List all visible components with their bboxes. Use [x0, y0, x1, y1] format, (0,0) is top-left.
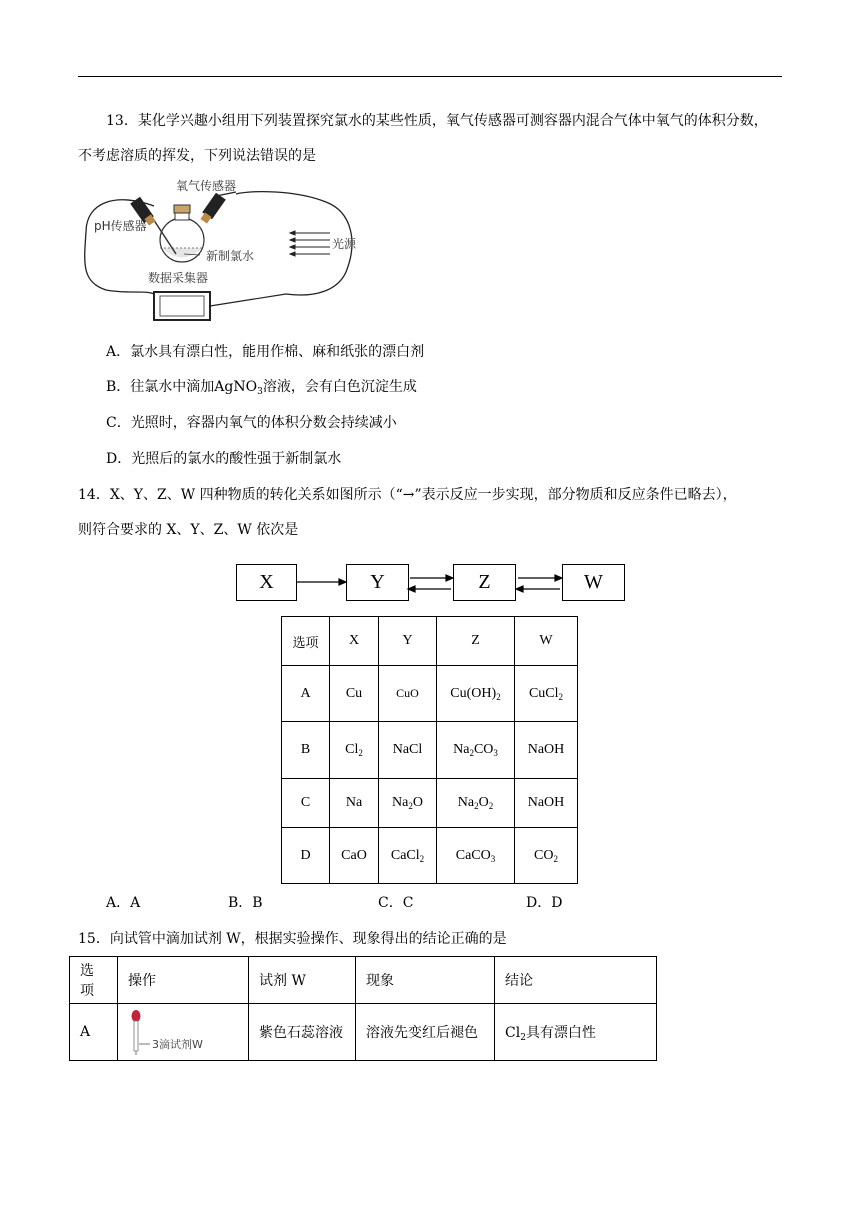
diagram-box-x: X: [236, 564, 297, 601]
table-row: [282, 779, 578, 828]
header-cell: 选项: [282, 617, 330, 666]
q14-stem-line2: 则符合要求的 X、Y、Z、W 依次是: [78, 522, 299, 538]
q15-table: [69, 956, 657, 1061]
table-row: [70, 1004, 657, 1061]
table-cell: $Na_2O$: [379, 779, 437, 828]
ph-sensor-label: pH传感器: [94, 219, 147, 233]
q13-option-b: B．往氯水中滴加AgNO$_3$溶液，会有白色沉淀生成: [106, 379, 417, 397]
table-cell: D: [282, 828, 330, 884]
table-cell: [118, 1004, 249, 1061]
q13-apparatus-figure: [76, 172, 376, 328]
header-rule: [78, 76, 782, 77]
header-cell: Y: [379, 617, 437, 666]
diagram-box-y: Y: [346, 564, 409, 601]
table-cell: A: [70, 1004, 118, 1061]
table-cell: CaO: [330, 828, 379, 884]
table-cell: CuCl$_2$: [515, 666, 578, 722]
table-cell: 紫色石蕊溶液: [249, 1004, 356, 1061]
table-cell: $CO_2$: [515, 828, 578, 884]
table-cell: NaCl: [379, 722, 437, 779]
diagram-box-z: Z: [453, 564, 516, 601]
q14-options-table: [281, 616, 578, 884]
header-cell: Z: [437, 617, 515, 666]
table-cell: $Na_2CO_3$: [437, 722, 515, 779]
header-cell: 操作: [118, 957, 249, 1004]
table-cell: NaOH: [515, 722, 578, 779]
table-row: [282, 666, 578, 722]
table-header-row: [70, 957, 657, 1004]
dropper-icon: [128, 1008, 238, 1056]
header-cell: 选项: [70, 957, 118, 1004]
table-row: [282, 722, 578, 779]
table-cell: NaOH: [515, 779, 578, 828]
chlorine-water-label: 新制氯水: [206, 249, 255, 263]
table-cell: CuO: [379, 666, 437, 722]
q13-option-d: D．光照后的氯水的酸性强于新制氯水: [106, 451, 342, 467]
table-cell: C: [282, 779, 330, 828]
table-cell: CaCO$_3$: [437, 828, 515, 884]
table-cell: $Cl_2$: [330, 722, 379, 779]
q15-stem: 15．向试管中滴加试剂 W，根据实验操作、现象得出的结论正确的是: [78, 931, 507, 947]
table-cell: $Na_2O_2$: [437, 779, 515, 828]
header-cell: 现象: [356, 957, 495, 1004]
header-cell: 试剂 W: [249, 957, 356, 1004]
header-cell: 结论: [495, 957, 657, 1004]
q13-stem-line2: 不考虑溶质的挥发，下列说法错误的是: [78, 148, 316, 164]
header-cell: X: [330, 617, 379, 666]
diagram-box-w: W: [562, 564, 625, 601]
collector-label: 数据采集器: [148, 271, 209, 285]
table-cell: Na: [330, 779, 379, 828]
table-cell: B: [282, 722, 330, 779]
q14-answer-c: C．C: [378, 895, 414, 911]
q14-answer-d: D．D: [526, 895, 563, 911]
table-row: [282, 828, 578, 884]
table-cell: CaCl$_2$: [379, 828, 437, 884]
table-cell: 溶液先变红后褪色: [356, 1004, 495, 1061]
q14-answer-a: A．A: [106, 895, 141, 911]
table-cell: A: [282, 666, 330, 722]
table-cell: Cu: [330, 666, 379, 722]
o2-sensor-label: 氧气传感器: [176, 179, 237, 193]
dropper-label: 3滴试剂W: [152, 1038, 203, 1051]
diagram-arrows: [296, 568, 564, 598]
header-cell: W: [515, 617, 578, 666]
table-cell: $Cl_2$具有漂白性: [495, 1004, 657, 1061]
q14-stem-line1: 14．X、Y、Z、W 四种物质的转化关系如图所示（“→”表示反应一步实现，部分物质和反应条件已略去），: [78, 487, 737, 503]
q14-answer-b: B．B: [228, 895, 263, 911]
light-source-label: 光源: [332, 237, 357, 251]
table-cell: $Cu(OH)_2$: [437, 666, 515, 722]
q13-option-c: C．光照时，容器内氧气的体积分数会持续减小: [106, 415, 397, 431]
q13-stem-line1: 13．某化学兴趣小组用下列装置探究氯水的某些性质，氧气传感器可测容器内混合气体中氧气的体积分数，: [106, 113, 768, 129]
q13-option-a: A．氯水具有漂白性，能用作棉、麻和纸张的漂白剂: [106, 344, 425, 360]
table-header-row: [282, 617, 578, 666]
